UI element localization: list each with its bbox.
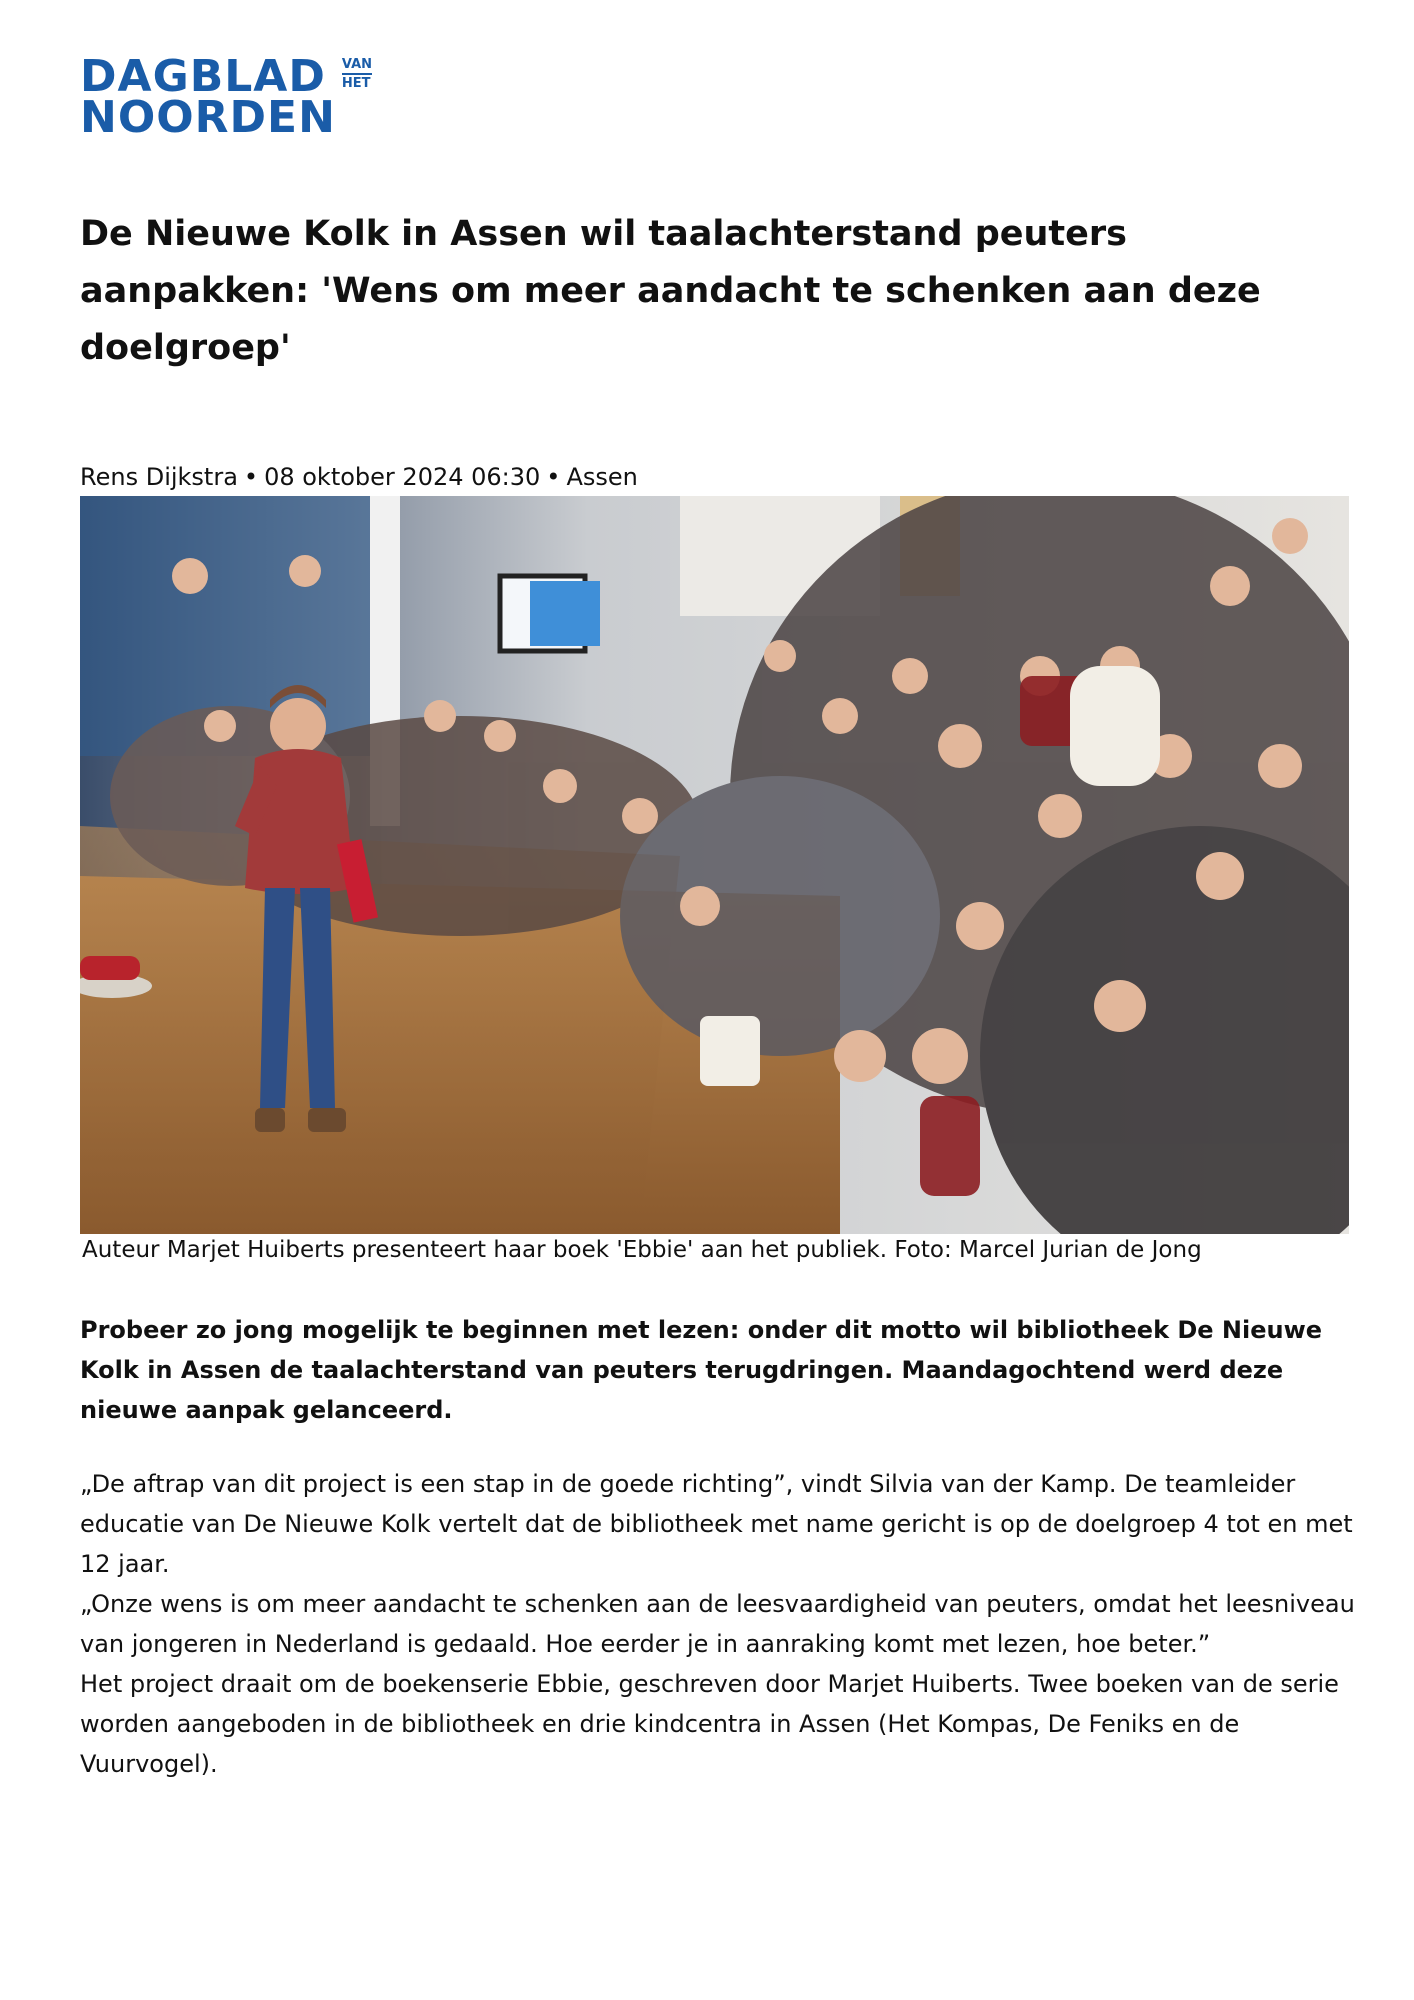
logo-line-1: DAGBLAD — [80, 51, 326, 102]
publish-date: 08 oktober 2024 06:30 — [264, 463, 541, 491]
newspaper-logo[interactable] — [80, 51, 373, 143]
article-photo — [80, 496, 1349, 1234]
article-byline — [80, 463, 638, 491]
article-title: De Nieuwe Kolk in Assen wil taalachterstand peuters aanpakken: 'Wens om meer aandacht te schenken aan deze doelgroep' — [80, 214, 1261, 368]
article-lead: Probeer zo jong mogelijk te beginnen met lezen: onder dit motto wil bibliotheek De Nieuwe Kolk in Assen de taalachterstand van peuters terugdringen. Maandagochtend werd deze nieuwe aanpak gelanceerd. — [80, 1316, 1323, 1424]
article-location[interactable]: Assen — [566, 463, 638, 491]
byline-separator: • — [546, 463, 561, 491]
logo-wordmark — [80, 51, 336, 143]
logo-het: HET — [341, 76, 371, 91]
body-paragraph: „De aftrap van dit project is een stap in de goede richting”, vindt Silvia van der Kamp. De teamleider educatie van De Nieuwe Kolk vertelt dat de bibliotheek met name gericht is op de doelgroep 4 tot en met 12 jaar. — [80, 1470, 1353, 1578]
body-paragraph: Het project draait om de boekenserie Ebbie, geschreven door Marjet Huiberts. Twee boeken van de serie worden aangeboden in de bibliotheek en drie kindcentra in Assen (Het Kompas, De Feniks en de Vuurvogel). — [80, 1670, 1339, 1778]
photo-caption: Auteur Marjet Huiberts presenteert haar boek 'Ebbie' aan het publiek. Foto: Marcel Jurian de Jong — [82, 1237, 1202, 1263]
body-paragraph: „Onze wens is om meer aandacht te schenken aan de leesvaardigheid van peuters, omdat het leesniveau van jongeren in Nederland is gedaald. Hoe eerder je in aanraking komt met lezen, hoe beter.” — [80, 1590, 1355, 1658]
logo-small-text — [342, 58, 372, 91]
logo-van: VAN — [342, 58, 372, 75]
logo-line-2: NOORDEN — [80, 92, 336, 143]
article-body — [80, 1464, 1355, 1784]
byline-separator: • — [243, 463, 259, 491]
author-name[interactable]: Rens Dijkstra — [80, 463, 238, 491]
